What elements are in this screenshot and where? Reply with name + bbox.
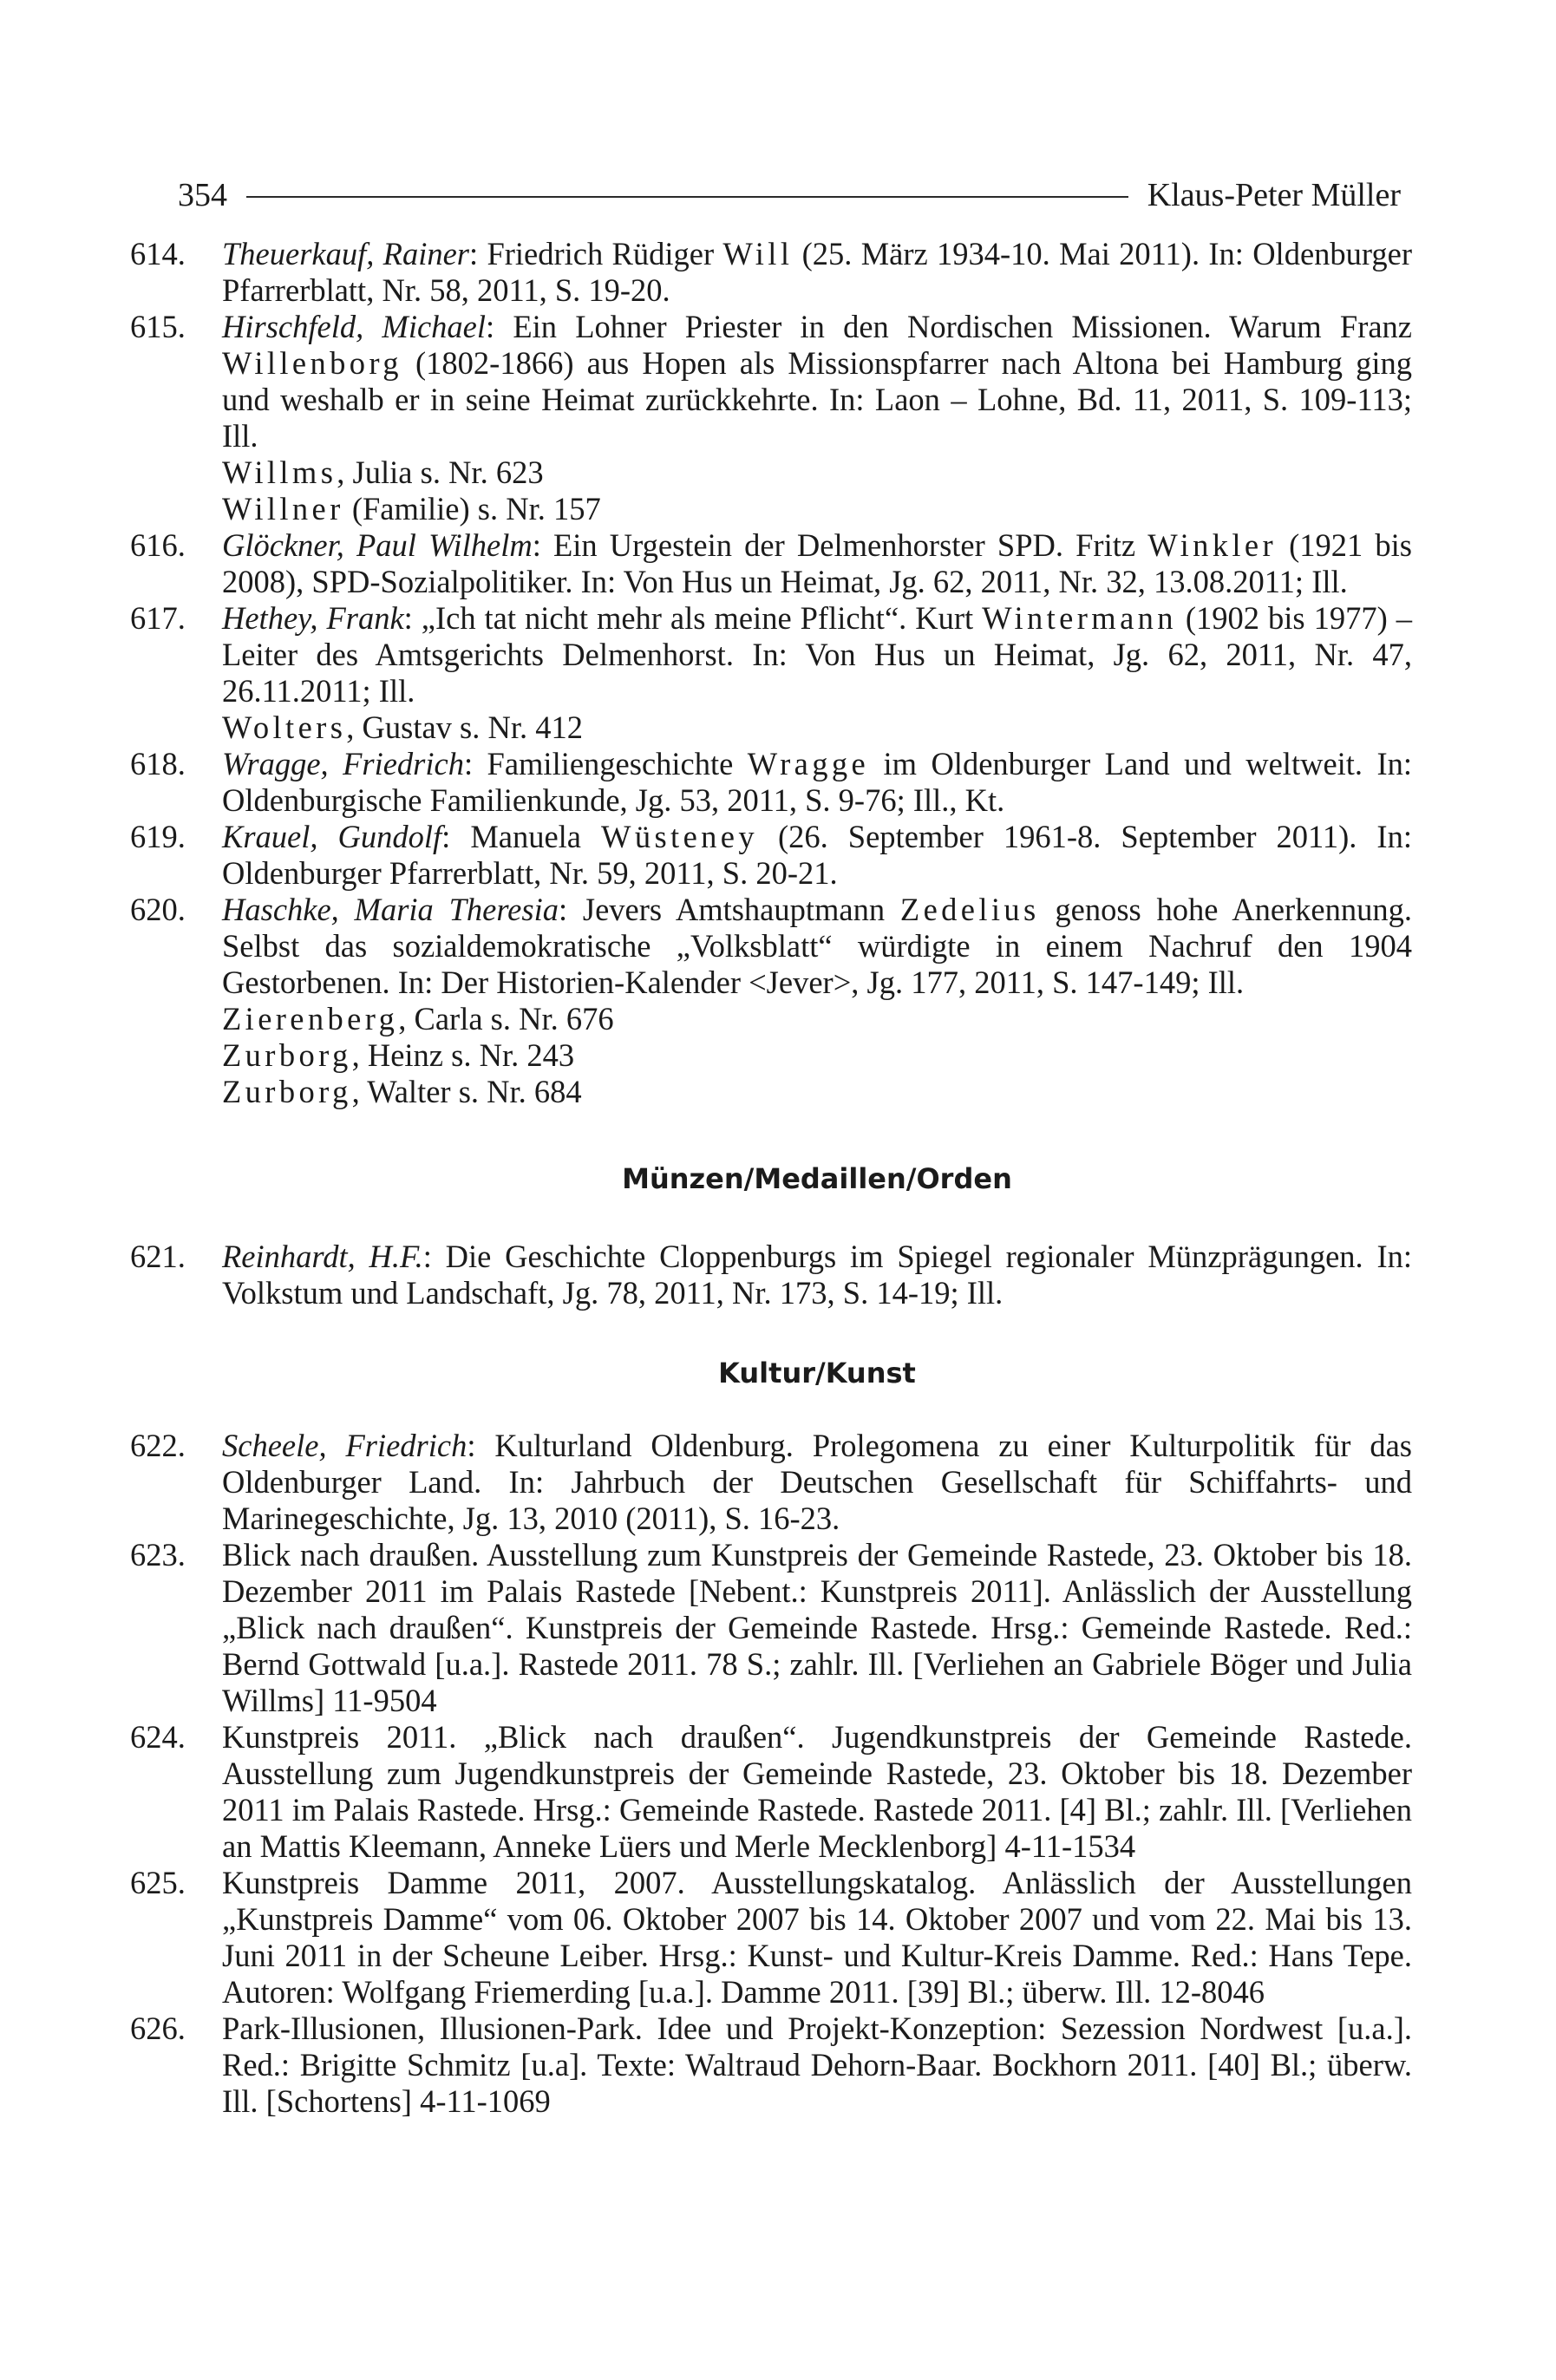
entry-author: Theuerkauf, Rainer [222, 236, 470, 271]
entry-number: 618. [130, 746, 186, 781]
spaced-name: Wragge [747, 746, 870, 781]
entry-segment: : Ein Urgestein der Delmenhorster SPD. Fritz [532, 527, 1148, 563]
entry-text [222, 1428, 1412, 1537]
running-author: Klaus-Peter Müller [1147, 177, 1401, 213]
section-heading: Kultur/Kunst [718, 1357, 916, 1389]
bibliography-entry [130, 892, 1412, 1001]
entry-segment: : Ein Lohner Priester in den Nordischen Missionen. Warum Franz [486, 309, 1412, 344]
cross-reference [130, 709, 1412, 746]
cross-reference [130, 1001, 1412, 1037]
spaced-name: Winkler [1147, 527, 1277, 563]
bibliography-body [130, 236, 1412, 2120]
entry-author: Scheele, Friedrich [222, 1428, 467, 1463]
bibliography-entry [130, 1428, 1412, 1537]
xref-target: , Gustav s. Nr. 412 [346, 709, 584, 745]
entry-author: Hirschfeld, Michael [222, 309, 486, 344]
entry-segment: im Oldenburger Land und weltweit. In: Oldenburgische Familienkunde, Jg. 53, 2011, S. 9-76; Ill., Kt. [222, 746, 1413, 818]
entry-number: 620. [130, 892, 186, 927]
entry-text [222, 1239, 1412, 1311]
bibliography-entry [130, 746, 1412, 819]
xref-target: (Familie) s. Nr. 157 [343, 491, 601, 526]
cross-reference [130, 454, 1412, 491]
entry-segment: Park-Illusionen, Illusionen-Park. Idee und Projekt-Konzeption: Sezession Nordwest [u.a.]. Red.: Brigitte Schmitz [u.a]. Texte: Waltraud Dehorn-Baar. Bockhorn 2011. [40] Bl.; überw. Ill. [Schortens] 4-11-1069 [222, 2011, 1412, 2119]
entry-segment: Blick nach draußen. Ausstellung zum Kunstpreis der Gemeinde Rastede, 23. Oktober bis 18. Dezember 2011 im Palais Rastede [Nebent.: Kunstpreis 2011]. Anlässlich der Ausstellung „Blick nach draußen“. Kunstpreis der Gemeinde Rastede. Hrsg.: Gemeinde Rastede. Red.: Bernd Gottwald [u.a.]. Rastede 2011. 78 S.; zahlr. Ill. [Verliehen an Gabriele Böger und Julia Willms] 11-9504 [222, 1537, 1412, 1718]
entry-segment: (26. September 1961-8. September 2011). In: Oldenburger Pfarrerblatt, Nr. 59, 2011, S. 20-21. [222, 819, 1412, 891]
page-number: 354 [178, 177, 227, 213]
xref-target: , Heinz s. Nr. 243 [351, 1037, 575, 1073]
entry-number: 625. [130, 1865, 186, 1900]
entry-number: 615. [130, 309, 186, 344]
entry-segment: Kunstpreis Damme 2011, 2007. Ausstellungskatalog. Anlässlich der Ausstellungen „Kunstpreis Damme“ vom 06. Oktober 2007 bis 14. Oktober 2007 und vom 22. Mai bis 13. Juni 2011 in der Scheune Leiber. Hrsg.: Kunst- und Kultur-Kreis Damme. Red.: Hans Tepe. Autoren: Wolfgang Friemerding [u.a.]. Damme 2011. [39] Bl.; überw. Ill. 12-8046 [222, 1865, 1412, 2010]
xref-group [130, 454, 1412, 527]
bibliography-entry [130, 1719, 1412, 1865]
entry-number: 621. [130, 1239, 186, 1274]
entry-number: 616. [130, 527, 186, 563]
entry-segment: : Familiengeschichte [463, 746, 748, 781]
spaced-name: Wintermann [982, 600, 1177, 636]
xref-name: Willms [222, 454, 337, 490]
entry-text [222, 1719, 1412, 1865]
bibliography-entry [130, 600, 1412, 709]
entry-group [130, 746, 1412, 1001]
section-heading: Münzen/Medaillen/Orden [622, 1162, 1012, 1195]
entry-author: Hethey, Frank [222, 600, 404, 636]
entry-segment: (1802-1866) aus Hopen als Missionspfarrer nach Altona bei Hamburg ging und weshalb er in seine Heimat zurückkehrte. In: Laon – Lohne, Bd. 11, 2011, S. 109-113; Ill. [222, 345, 1412, 454]
entry-text [222, 1865, 1412, 2011]
entry-segment: : Manuela [441, 819, 602, 854]
header-rule [246, 196, 1128, 198]
xref-name: Willner [222, 491, 344, 526]
entry-text [222, 819, 1412, 892]
xref-target: , Julia s. Nr. 623 [337, 454, 544, 490]
entry-segment: : „Ich tat nicht mehr als meine Pflicht“. Kurt [403, 600, 983, 636]
entry-text [222, 892, 1412, 1001]
bibliography-entry [130, 527, 1412, 600]
spaced-name: Wüsteney [601, 819, 759, 854]
xref-name: Zierenberg [222, 1001, 399, 1036]
xref-group [130, 709, 1412, 746]
entry-number: 614. [130, 236, 186, 271]
cross-reference [130, 1037, 1412, 1074]
entry-number: 617. [130, 600, 186, 636]
entry-author: Krauel, Gundolf [222, 819, 442, 854]
entry-number: 622. [130, 1428, 186, 1463]
entry-text [222, 600, 1412, 709]
entry-group [130, 527, 1412, 709]
entry-segment: genoss hohe Anerkennung. Selbst das sozialdemokratische „Volksblatt“ würdigte in einem Nachruf den 1904 Gestorbenen. In: Der Historien-Kalender <Jever>, Jg. 177, 2011, S. 147-149; Ill. [222, 892, 1413, 1000]
entry-group [130, 236, 1412, 454]
entry-author: Glöckner, Paul Wilhelm [222, 527, 533, 563]
entry-text [222, 309, 1412, 454]
entry-segment: Kunstpreis 2011. „Blick nach draußen“. Jugendkunstpreis der Gemeinde Rastede. Ausstellung zum Jugendkunstpreis der Gemeinde Rastede, 23. Oktober bis 18. Dezember 2011 im Palais Rastede. Hrsg.: Gemeinde Rastede. Rastede 2011. [4] Bl.; zahlr. Ill. [Verliehen an Mattis Kleemann, Anneke Lüers und Merle Mecklenborg] 4-11-1534 [222, 1719, 1412, 1864]
bibliography-entry [130, 1239, 1412, 1311]
cross-reference [130, 491, 1412, 527]
bibliography-entry [130, 2011, 1412, 2120]
entry-author: Wragge, Friedrich [222, 746, 464, 781]
entry-segment: (1902 bis 1977) – Leiter des Amtsgerichts Delmenhorst. In: Von Hus un Heimat, Jg. 62, 2011, Nr. 47, 26.11.2011; Ill. [222, 600, 1412, 709]
entry-text [222, 236, 1412, 309]
entry-segment: : Friedrich Rüdiger [469, 236, 723, 271]
entry-segment: (25. März 1934-10. Mai 2011). In: Oldenburger Pfarrerblatt, Nr. 58, 2011, S. 19-20. [222, 236, 1412, 308]
entry-segment: (1921 bis 2008), SPD-Sozialpolitiker. In: Von Hus un Heimat, Jg. 62, 2011, Nr. 32, 13.08.2011; Ill. [222, 527, 1413, 599]
entry-number: 624. [130, 1719, 186, 1755]
entry-text [222, 527, 1412, 600]
xref-name: Zurborg [222, 1037, 352, 1073]
xref-group [130, 1001, 1412, 1110]
xref-target: , Carla s. Nr. 676 [398, 1001, 614, 1036]
bibliography-entry [130, 1537, 1412, 1719]
entry-group [130, 1428, 1412, 2120]
entry-number: 623. [130, 1537, 186, 1572]
bibliography-entry [130, 309, 1412, 454]
entry-text [222, 746, 1412, 819]
entry-author: Reinhardt, H.F. [222, 1239, 423, 1274]
bibliography-entry [130, 236, 1412, 309]
running-header [178, 169, 1401, 221]
xref-target: , Walter s. Nr. 684 [351, 1074, 582, 1109]
cross-reference [130, 1074, 1412, 1110]
entry-number: 619. [130, 819, 186, 854]
bibliography-entry [130, 1865, 1412, 2011]
spaced-name: Zedelius [899, 892, 1040, 927]
xref-name: Zurborg [222, 1074, 352, 1109]
bibliography-entry [130, 819, 1412, 892]
entry-segment: : Jevers Amtshauptmann [558, 892, 900, 927]
spaced-name: Will [722, 236, 794, 271]
entry-text [222, 1537, 1412, 1719]
xref-name: Wolters [222, 709, 347, 745]
spaced-name: Willenborg [222, 345, 402, 381]
entry-segment: : Die Geschichte Cloppenburgs im Spiegel regionaler Münzprägungen. In: Volkstum und Landschaft, Jg. 78, 2011, Nr. 173, S. 14-19; Ill. [222, 1239, 1413, 1311]
entry-segment: : Kulturland Oldenburg. Prolegomena zu einer Kulturpolitik für das Oldenburger Land. In: Jahrbuch der Deutschen Gesellschaft für Schiffahrts- und Marinegeschichte, Jg. 13, 2010 (2011), S. 16-23. [222, 1428, 1412, 1536]
entry-author: Haschke, Maria Theresia [222, 892, 559, 927]
entry-number: 626. [130, 2011, 186, 2046]
entry-group [130, 1239, 1412, 1311]
entry-text [222, 2011, 1412, 2120]
